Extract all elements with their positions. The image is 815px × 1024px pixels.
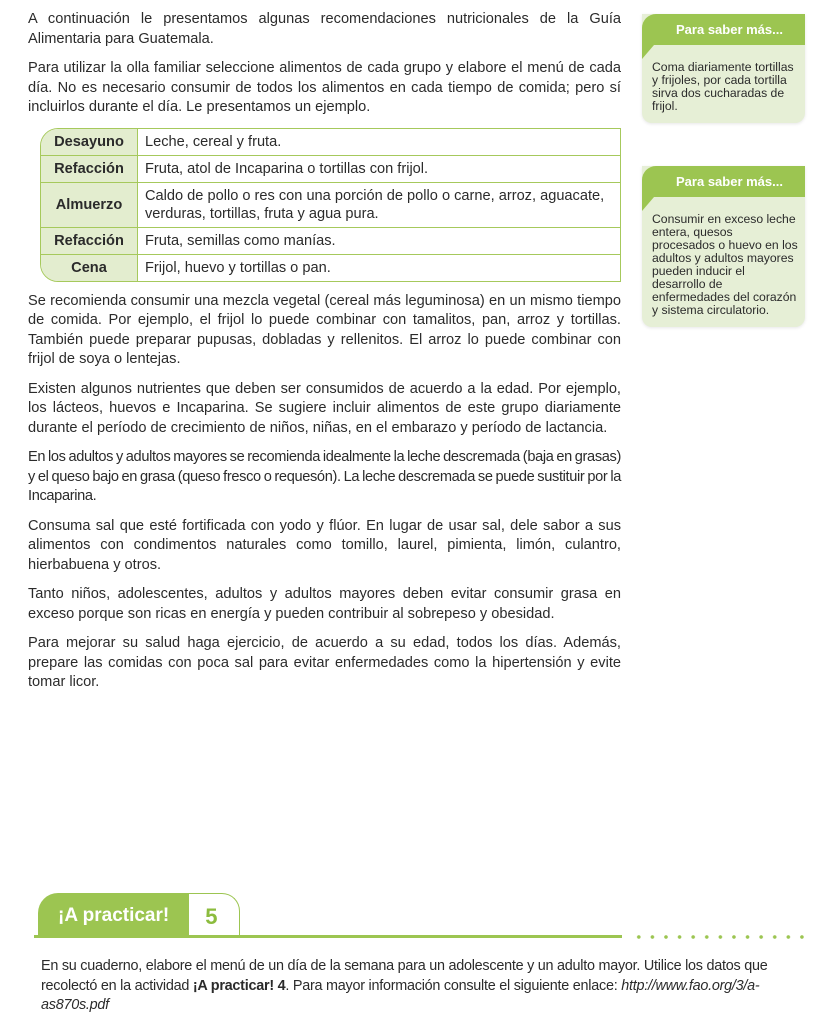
- info-box-2: [642, 166, 805, 327]
- section-divider-line: [34, 935, 622, 938]
- meal-name: Almuerzo: [41, 183, 138, 228]
- body-paragraph-5: Tanto niños, adolescentes, adultos y adultos mayores deben evitar consumir grasa en exceso porque son ricas en energía y pueden contribuir al sobrepeso y obesidad.: [28, 586, 621, 622]
- meal-name: Refacción: [41, 228, 138, 255]
- meal-food: Fruta, atol de Incaparina o tortillas con frijol.: [138, 156, 620, 183]
- practice-text-part2: . Para mayor información consulte el siguiente enlace:: [285, 977, 622, 994]
- info-box-title: [642, 14, 805, 45]
- body-paragraph-3: En los adultos y adultos mayores se recomienda idealmente la leche descremada (baja en grasas) y el queso bajo en grasa (queso fresco o requesón). La leche descremada se puede sustituir por la Incaparina.: [28, 449, 621, 504]
- meal-food: Fruta, semillas como manías.: [138, 228, 620, 255]
- table-row: [41, 129, 620, 156]
- meal-name: Cena: [41, 255, 138, 281]
- body-paragraph-2: Existen algunos nutrientes que deben ser consumidos de acuerdo a la edad. Por ejemplo, los lácteos, huevos e Incaparina. Se sugiere incluir alimentos de este grupo diariamente durante el período de crecimiento de niños, niñas, en el embarazo y período de lactancia.: [28, 380, 621, 436]
- info-box-text: Coma diariamente tortillas y frijoles, por cada tortilla sirva dos cucharadas de frijol.: [652, 60, 794, 113]
- info-box-title-text: Para saber más...: [676, 174, 783, 189]
- intro-paragraph-1: A continuación le presentamos algunas recomendaciones nutricionales de la Guía Alimentaria para Guatemala.: [28, 11, 621, 47]
- meal-food: Frijol, huevo y tortillas o pan.: [138, 255, 620, 281]
- meal-food: Caldo de pollo o res con una porción de pollo o carne, arroz, aguacate, verduras, tortillas, fruta y agua pura.: [138, 183, 620, 228]
- meal-name: Desayuno: [41, 129, 138, 156]
- meal-name: Refacción: [41, 156, 138, 183]
- body-paragraph-6: Para mejorar su salud haga ejercicio, de acuerdo a su edad, todos los días. Además, prepare las comidas con poca sal para evitar enfermedades como la hipertensión y evite tomar licor.: [28, 635, 621, 690]
- table-row: [41, 183, 620, 228]
- meal-food: Leche, cereal y fruta.: [138, 129, 620, 156]
- practice-section-header: [28, 893, 815, 943]
- practice-tab: [38, 893, 240, 937]
- info-box-1: [642, 14, 805, 123]
- main-content: [28, 10, 621, 703]
- practice-reference: ¡A practicar! 4: [192, 977, 286, 994]
- practice-text-part1: En su cuaderno, elabore el menú de un día de la semana para un adolescente y un adulto mayor. Utilice los datos que recolectó en la actividad: [41, 958, 768, 994]
- table-row: [41, 156, 620, 183]
- practice-number: 5: [189, 893, 240, 936]
- info-box-title: [642, 166, 805, 197]
- tab-notch-decoration: [642, 197, 654, 211]
- table-row: [41, 255, 620, 281]
- body-paragraph-1: Se recomienda consumir una mezcla vegetal (cereal más leguminosa) en un mismo tiempo de comida. Por ejemplo, el frijol lo puede combinar con tamalitos, pan, arroz y tortillas. También puede preparar pupusas, dobladas y rellenitos. El arroz lo puede combinar con frijol de soya o lentejas.: [28, 292, 621, 367]
- intro-paragraph-2: Para utilizar la olla familiar seleccione alimentos de cada grupo y elabore el menú de cada día. No es necesario consumir de todos los alimentos en cada tiempo de comida; pero sí incluirlos durante el día. Le presentamos un ejemplo.: [28, 60, 621, 115]
- practice-label: ¡A practicar!: [38, 893, 189, 937]
- info-box-text: Consumir en exceso leche entera, quesos procesados o huevo en los adultos y adultos mayores pueden inducir el desarrollo de enfermedades del corazón y sistema circulatorio.: [652, 212, 798, 317]
- dotted-divider: [632, 935, 812, 939]
- fao-link[interactable]: http://www.fao.org/3/a-as870s.pdf: [41, 977, 760, 1013]
- info-box-title-text: Para saber más...: [676, 22, 783, 37]
- menu-table: [40, 128, 621, 282]
- body-paragraph-4: Consuma sal que esté fortificada con yodo y flúor. En lugar de usar sal, dele sabor a sus alimentos con condimentos naturales como tomillo, laurel, pimienta, limón, culantro, hierbabuena y otros.: [28, 517, 621, 573]
- practice-instructions: [41, 957, 791, 1016]
- table-row: [41, 228, 620, 255]
- tab-notch-decoration: [642, 45, 654, 59]
